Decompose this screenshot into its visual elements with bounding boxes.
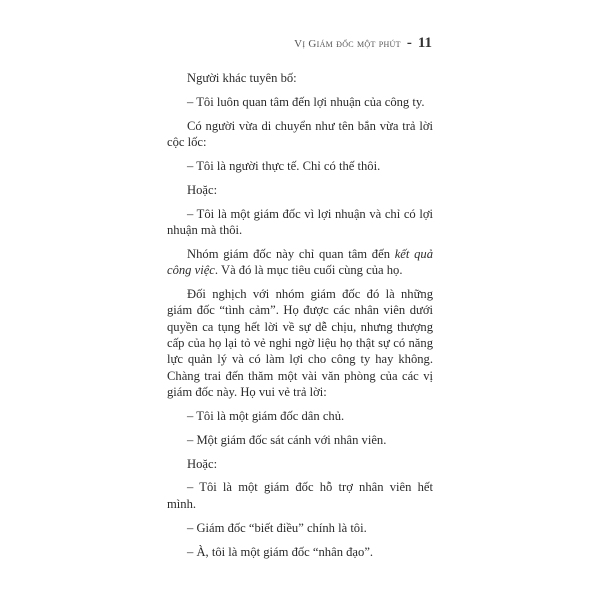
paragraph: – Giám đốc “biết điều” chính là tôi. (187, 520, 367, 535)
paragraph-text: . Và đó là mục tiêu cuối cùng của họ. (214, 263, 403, 278)
paragraph: – Tôi là một giám đốc dân chủ. (187, 408, 345, 423)
paragraph: Đối nghịch với nhóm giám đốc đó là những giám đốc “tình cảm”. Họ được các nhân viên dưới quyền ca tụng hết lời về sự dễ chịu, nhưng thượng cấp của họ lại tỏ vẻ nghi ngờ liệu họ thật sự có năng lực quản lý và có làm lợi cho công ty hay không. Chàng trai đến thăm một vài văn phòng của các vị giám đốc này. Họ vui vẻ trả lời: (167, 287, 433, 399)
header-separator: - (406, 35, 412, 51)
page-number: 11 (417, 35, 432, 51)
running-title: Vị Giám đốc một phút (294, 38, 401, 50)
paragraph: Có người vừa di chuyển như tên bắn vừa trả lời cộc lốc: (167, 118, 433, 150)
paragraph (167, 246, 433, 279)
paragraph: – Tôi là một giám đốc vì lợi nhuận và chỉ có lợi nhuận mà thôi. (167, 206, 433, 238)
paragraph: – Tôi là người thực tế. Chỉ có thế thôi. (187, 158, 381, 173)
paragraph: Hoặc: (187, 182, 218, 197)
body-text (167, 70, 433, 567)
paragraph: Hoặc: (187, 456, 218, 471)
paragraph: – À, tôi là một giám đốc “nhân đạo”. (187, 544, 374, 559)
running-header (294, 35, 432, 52)
paragraph: Người khác tuyên bố: (187, 71, 297, 85)
paragraph-text: Nhóm giám đốc này chỉ quan tâm đến (187, 246, 395, 261)
emphasis-text: kết quả công việc (167, 246, 434, 278)
paragraph: – Tôi luôn quan tâm đến lợi nhuận của công ty. (187, 94, 425, 109)
paragraph: – Tôi là một giám đốc hỗ trợ nhân viên hết mình. (167, 480, 433, 511)
paragraph: – Một giám đốc sát cánh với nhân viên. (187, 432, 387, 447)
